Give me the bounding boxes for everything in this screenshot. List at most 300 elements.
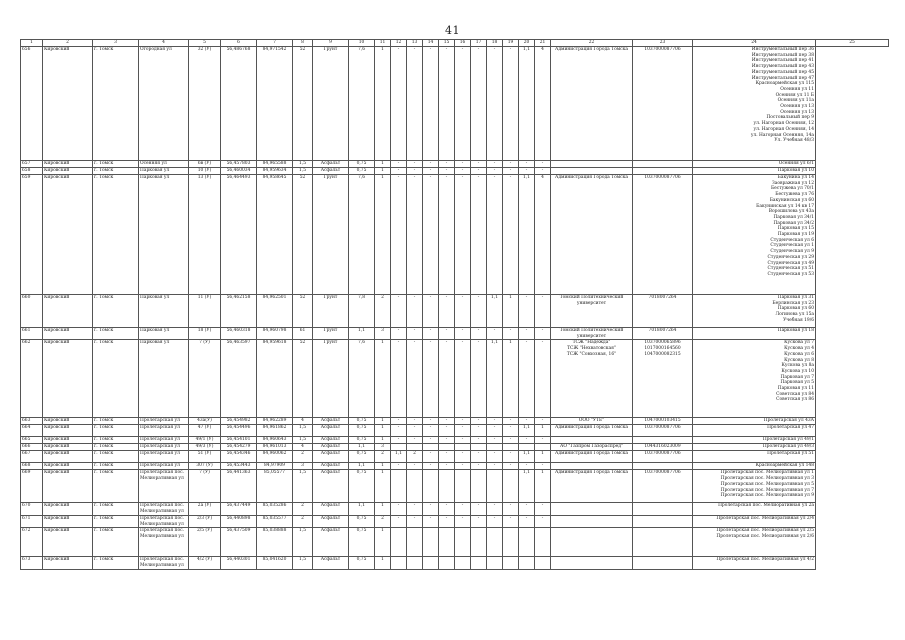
table-cell: - (535, 168, 551, 175)
registry-table (20, 39, 889, 570)
table-cell (633, 528, 693, 557)
table-cell (471, 557, 487, 569)
table-cell: 671 (21, 515, 43, 527)
table-cell (407, 470, 423, 503)
table-cell: г. Томск (93, 328, 139, 340)
table-cell: 1 (375, 425, 391, 437)
table-cell: Пролетарская ул 43А (693, 418, 816, 425)
table-cell: 85,038888 (257, 528, 293, 557)
table-cell (633, 437, 693, 444)
table-cell (439, 470, 455, 503)
table-cell: 6в (У) (189, 161, 221, 168)
table-cell: - (423, 463, 439, 470)
table-cell: - (471, 168, 487, 175)
table-cell: - (471, 418, 487, 425)
column-number-row (21, 40, 889, 47)
table-cell: Кировский (43, 515, 93, 527)
table-cell: - (503, 161, 519, 168)
table-cell: - (519, 328, 535, 340)
table-cell: Парковая ул 18 (693, 328, 816, 340)
column-number: 2 (43, 40, 93, 47)
table-cell: 56,440898 (221, 515, 257, 527)
table-cell (407, 557, 423, 569)
table-row (21, 451, 889, 463)
table-cell: - (503, 418, 519, 425)
table-cell: Асфальт (313, 168, 349, 175)
table-cell: 7,6 (349, 175, 375, 295)
table-cell: - (391, 515, 407, 527)
table-cell: Парковая ул (139, 168, 189, 175)
table-cell: 56,437449 (221, 503, 257, 515)
table-cell: - (407, 418, 423, 425)
table-cell: - (455, 47, 471, 161)
table-cell (471, 528, 487, 557)
table-cell: г. Томск (93, 340, 139, 418)
table-cell: - (487, 515, 503, 527)
table-cell: - (391, 47, 407, 161)
table-cell: 668 (21, 463, 43, 470)
table-cell: - (407, 47, 423, 161)
table-cell: - (455, 418, 471, 425)
table-cell: 307 (У) (189, 463, 221, 470)
table-cell: Администрация Города Томска (551, 451, 633, 463)
table-cell (439, 557, 455, 569)
table-cell: 672 (21, 528, 43, 557)
table-cell: - (471, 328, 487, 340)
table-cell: 3 (375, 444, 391, 451)
table-cell: - (423, 175, 439, 295)
table-cell: Пролетарская пос. Мелиоративная ул (139, 515, 189, 527)
table-cell: - (503, 515, 519, 527)
table-cell (423, 444, 439, 451)
table-cell: Асфальт (313, 418, 349, 425)
table-cell: 1 (375, 161, 391, 168)
table-cell (455, 470, 471, 503)
table-cell: г. Томск (93, 470, 139, 503)
table-cell: 84,959634 (257, 168, 293, 175)
table-cell (423, 470, 439, 503)
table-cell: 84,960062 (257, 451, 293, 463)
table-cell: - (423, 161, 439, 168)
table-cell: - (439, 47, 455, 161)
table-cell: Кировский (43, 328, 93, 340)
table-cell: 660 (21, 295, 43, 328)
table-cell: - (535, 328, 551, 340)
table-cell: 1 (503, 295, 519, 328)
table-cell: - (519, 503, 535, 515)
table-row (21, 425, 889, 437)
table-cell: 85,035577 (257, 515, 293, 527)
table-cell: 84,97909 (257, 463, 293, 470)
table-cell: 1 (375, 168, 391, 175)
table-cell: 2 (293, 515, 313, 527)
table-cell: - (455, 161, 471, 168)
table-cell (487, 444, 503, 451)
table-cell: 49/3 (У) (189, 444, 221, 451)
table-cell: - (391, 168, 407, 175)
table-cell: Инструментальный пер 36 Инструментальный пер 38 Инструментальный пер 41 Инструментальный пер 43 Инструментальный пер 45 Инструментальный пер 47 Красноармейская ул 115 Осенняя ул 11 Осенняя ул 11 Б Осенняя ул 11а Осенняя ул 13 Осенняя ул 13 Постовальный пер 9 ул. Нагорная Осенняя, 12 ул. Нагорная Осенняя, 14 ул. Нагорная Осенняя, 14а Ул. Учебная 48/3 (693, 47, 816, 161)
table-cell (633, 503, 693, 515)
table-cell: Грунт (313, 295, 349, 328)
table-cell: 7,6 (349, 47, 375, 161)
table-cell: 0,75 (349, 528, 375, 557)
table-cell: 56,460318 (221, 328, 257, 340)
table-cell: Кировский (43, 168, 93, 175)
table-cell: Пролетарская пос. Мелиоративная ул 4/2 (693, 557, 816, 569)
table-cell: - (455, 463, 471, 470)
table-cell: 659 (21, 175, 43, 295)
table-cell: - (487, 161, 503, 168)
table-cell: - (455, 340, 471, 418)
table-cell: 84,959618 (257, 340, 293, 418)
table-cell: ТСЖ "Надежда" ТСЖ "Нехватовская" ТСЖ "Совхозная, 16" (551, 340, 633, 418)
table-cell: 56,486768 (221, 47, 257, 161)
table-cell: 1 (375, 175, 391, 295)
table-cell: - (423, 437, 439, 444)
table-cell: Кировский (43, 528, 93, 557)
table-cell: Кировский (43, 295, 93, 328)
table-cell: Парковая ул (139, 295, 189, 328)
table-cell: Кировский (43, 557, 93, 569)
table-cell: 2 (375, 295, 391, 328)
table-cell: - (471, 161, 487, 168)
column-number: 17 (471, 40, 487, 47)
table-cell: 667 (21, 451, 43, 463)
table-cell: 84,965588 (257, 161, 293, 168)
table-row (21, 295, 889, 328)
table-cell: - (423, 295, 439, 328)
table-cell: - (423, 425, 439, 437)
table-cell: 7,8 (349, 295, 375, 328)
table-cell: 56,454101 (221, 437, 257, 444)
table-cell (391, 557, 407, 569)
table-cell (633, 515, 693, 527)
table-cell: 1,5 (293, 425, 313, 437)
table-cell (503, 528, 519, 557)
table-cell: Пролетарская ул (139, 444, 189, 451)
table-cell (551, 463, 633, 470)
table-cell: - (519, 168, 535, 175)
column-number: 16 (455, 40, 471, 47)
table-cell: 7,6 (349, 340, 375, 418)
table-cell (391, 444, 407, 451)
table-row (21, 463, 889, 470)
column-number: 21 (535, 40, 551, 47)
table-cell: Асфальт (313, 425, 349, 437)
table-cell: 1 (375, 437, 391, 444)
table-cell: г. Томск (93, 515, 139, 527)
table-cell: 1,1 (487, 295, 503, 328)
table-cell: - (535, 418, 551, 425)
table-cell: - (407, 503, 423, 515)
table-cell: Кировский (43, 418, 93, 425)
table-cell: г. Томск (93, 463, 139, 470)
table-cell: Асфальт (313, 444, 349, 451)
table-cell: - (391, 161, 407, 168)
table-cell: Пролетарская ул (139, 451, 189, 463)
table-cell: 1,1 (349, 503, 375, 515)
table-cell: Администрация Города Томска (551, 425, 633, 437)
table-cell: Пролетарская ул 49/1 (693, 437, 816, 444)
table-cell: - (407, 295, 423, 328)
table-row (21, 515, 889, 527)
table-cell: - (439, 295, 455, 328)
table-cell: Пролетарская ул (139, 425, 189, 437)
table-cell: - (503, 328, 519, 340)
table-cell: Асфальт (313, 503, 349, 515)
table-cell: - (455, 328, 471, 340)
table-cell: 7 (У) (189, 470, 221, 503)
table-cell: - (407, 168, 423, 175)
table-cell: - (503, 463, 519, 470)
table-cell: г. Томск (93, 175, 139, 295)
table-cell: 49/1 (У) (189, 437, 221, 444)
table-cell: - (455, 451, 471, 463)
table-cell: 1,5 (293, 557, 313, 569)
table-cell (519, 557, 535, 569)
table-cell: - (423, 503, 439, 515)
table-cell (487, 470, 503, 503)
table-cell: - (519, 437, 535, 444)
table-cell: 1,5 (293, 470, 313, 503)
table-row (21, 47, 889, 161)
table-cell: Пролетарская ул (139, 463, 189, 470)
table-cell: - (391, 295, 407, 328)
table-cell: 3 (375, 328, 391, 340)
table-cell: 0,75 (349, 557, 375, 569)
table-cell: 2 (407, 451, 423, 463)
table-cell: - (487, 463, 503, 470)
table-cell: 0,75 (349, 161, 375, 168)
table-cell: - (535, 340, 551, 418)
table-cell: - (519, 463, 535, 470)
table-cell: 61 (293, 328, 313, 340)
column-number: 4 (139, 40, 189, 47)
table-cell: - (439, 340, 455, 418)
table-cell: Асфальт (313, 437, 349, 444)
table-cell: 1,1 (349, 328, 375, 340)
table-cell: 56,441363 (221, 470, 257, 503)
table-cell: 84,958645 (257, 175, 293, 295)
table-cell (633, 161, 693, 168)
table-cell: - (471, 437, 487, 444)
table-cell: 84,962289 (257, 418, 293, 425)
table-cell (503, 557, 519, 569)
table-cell: 4 (293, 418, 313, 425)
table-cell: 2/3 (У) (189, 515, 221, 527)
table-cell: - (391, 418, 407, 425)
table-cell: - (455, 425, 471, 437)
table-cell: - (471, 425, 487, 437)
table-cell: г. Томск (93, 557, 139, 569)
table-cell: - (439, 168, 455, 175)
table-cell: 56,460034 (221, 168, 257, 175)
table-cell: Администрация Города Томска (551, 175, 633, 295)
table-cell: г. Томск (93, 168, 139, 175)
table-cell: 1037000087706 (633, 451, 693, 463)
table-cell: - (423, 451, 439, 463)
table-cell: 7018007264 (633, 328, 693, 340)
table-cell: Кировский (43, 444, 93, 451)
table-cell: Парковая ул (139, 328, 189, 340)
table-cell: Огородная ул (139, 47, 189, 161)
table-cell: Администрация Города Томска (551, 47, 633, 161)
table-row (21, 161, 889, 168)
table-cell: Асфальт (313, 463, 349, 470)
table-cell: Пролетарская ул 47 (693, 425, 816, 437)
table-cell: - (423, 47, 439, 161)
table-cell: 1037000065896 1017000164560 1047000082315 (633, 340, 693, 418)
table-cell: 52 (293, 47, 313, 161)
table-cell: - (519, 295, 535, 328)
table-cell: 1 (375, 503, 391, 515)
table-cell: - (455, 437, 471, 444)
table-cell: 0,75 (349, 425, 375, 437)
table-cell: 1 (375, 557, 391, 569)
table-cell: г. Томск (93, 451, 139, 463)
table-cell: - (423, 418, 439, 425)
column-number: 23 (633, 40, 693, 47)
table-cell: 52 (293, 340, 313, 418)
table-cell: - (407, 463, 423, 470)
table-cell: - (439, 515, 455, 527)
table-cell (423, 557, 439, 569)
table-cell: 664 (21, 425, 43, 437)
table-cell: 56,440301 (221, 557, 257, 569)
table-cell (487, 528, 503, 557)
table-cell: - (535, 463, 551, 470)
table-cell: - (407, 425, 423, 437)
column-number: 6 (221, 40, 257, 47)
table-cell (633, 168, 693, 175)
table-cell: г. Томск (93, 418, 139, 425)
table-cell: 56,453443 (221, 463, 257, 470)
table-cell: 7 (У) (189, 340, 221, 418)
table-cell: 84,960798 (257, 328, 293, 340)
table-cell: - (439, 451, 455, 463)
table-cell: - (471, 175, 487, 295)
table-cell: 56,437509 (221, 528, 257, 557)
table-cell: - (471, 451, 487, 463)
table-cell: 1,1 (519, 451, 535, 463)
table-cell: 657 (21, 161, 43, 168)
table-cell: - (391, 340, 407, 418)
table-cell: - (423, 328, 439, 340)
table-cell: - (535, 515, 551, 527)
page-number: 41 (445, 24, 460, 37)
table-cell: - (391, 437, 407, 444)
table-cell: 666 (21, 444, 43, 451)
table-cell: Асфальт (313, 515, 349, 527)
table-cell (633, 557, 693, 569)
table-cell (471, 444, 487, 451)
table-cell: - (503, 451, 519, 463)
table-cell (407, 528, 423, 557)
table-cell: 1,5 (293, 437, 313, 444)
column-number: 9 (313, 40, 349, 47)
table-cell: 663 (21, 418, 43, 425)
table-cell: - (487, 418, 503, 425)
table-cell: Кировский (43, 47, 93, 161)
table-cell: Бакунина ул 14 Заовражная ул 12 Бестужева ул 70/1 Бестужева ул 76 Бакунинская ул 60 Бакунинская ул 14 кв 17 Ворошилова ул 43а Парковая ул 34/1 Парковая ул 34/2 Парковая ул 15 Парковая ул 19 Студенческая ул 6 Студенческая ул 1 Студенческая ул 9 Студенческая ул 29 Студенческая ул 49 Студенческая ул 51 Студенческая ул 53 (693, 175, 816, 295)
table-row (21, 340, 889, 418)
table-cell: - (455, 168, 471, 175)
table-cell: Кировский (43, 425, 93, 437)
table-cell: Кировский (43, 463, 93, 470)
table-cell: Пролетарская пос. Мелиоративная ул 1 Пролетарская пос. Мелиоративная ул 3 Пролетарская пос. Мелиоративная ул 5 Пролетарская пос. Мелиоративная ул 7 Пролетарская пос. Мелиоративная ул 9 (693, 470, 816, 503)
column-number: 8 (293, 40, 313, 47)
table-cell: 52 (293, 175, 313, 295)
table-cell: 1 (375, 47, 391, 161)
column-number: 7 (257, 40, 293, 47)
table-cell: - (471, 503, 487, 515)
table-cell: - (407, 515, 423, 527)
table-cell: - (503, 437, 519, 444)
table-cell: г. Томск (93, 437, 139, 444)
table-cell: - (471, 463, 487, 470)
table-cell: Грунт (313, 340, 349, 418)
table-cell: 1047000103415 (633, 418, 693, 425)
table-cell: 7018007264 (633, 295, 693, 328)
table-cell: 1 (375, 463, 391, 470)
table-cell: 56,463597 (221, 340, 257, 418)
table-cell: Пролетарская пос. Мелиоративная ул (139, 503, 189, 515)
table-cell: 1,1 (391, 451, 407, 463)
table-cell: 1037000087706 (633, 470, 693, 503)
table-cell: - (455, 295, 471, 328)
table-cell: 673 (21, 557, 43, 569)
table-cell: 1044316023009 (633, 444, 693, 451)
table-cell (551, 437, 633, 444)
column-number: 24 (693, 40, 816, 47)
table-cell (503, 470, 519, 503)
table-cell: 1,1 (349, 444, 375, 451)
column-number: 14 (423, 40, 439, 47)
table-cell: - (455, 515, 471, 527)
table-cell: 1037000087706 (633, 47, 693, 161)
table-cell: Пролетарская ул (139, 418, 189, 425)
table-cell: 84,960643 (257, 437, 293, 444)
table-cell: - (487, 451, 503, 463)
table-cell: ООО "УТЕ" (551, 418, 633, 425)
table-cell: 1,5 (293, 168, 313, 175)
table-cell: 661 (21, 328, 43, 340)
table-cell: - (519, 515, 535, 527)
table-cell: 84,961013 (257, 444, 293, 451)
table-cell: - (439, 175, 455, 295)
table-cell: 11 (У) (189, 295, 221, 328)
table-cell: г. Томск (93, 425, 139, 437)
table-cell: Томский Политехнический университет (551, 295, 633, 328)
table-cell (487, 557, 503, 569)
table-cell: г. Томск (93, 528, 139, 557)
table-cell: 0,75 (349, 470, 375, 503)
table-cell: 670 (21, 503, 43, 515)
table-cell (391, 470, 407, 503)
table-cell: - (471, 515, 487, 527)
table-cell: - (535, 503, 551, 515)
table-cell: АО "Газпром Газораспред" (551, 444, 633, 451)
table-row (21, 503, 889, 515)
table-cell: - (391, 328, 407, 340)
table-cell: - (503, 168, 519, 175)
table-cell: 56,464493 (221, 175, 257, 295)
table-cell: - (391, 503, 407, 515)
table-cell: 2 (375, 515, 391, 527)
table-cell (519, 528, 535, 557)
table-cell (455, 444, 471, 451)
table-cell: Асфальт (313, 161, 349, 168)
